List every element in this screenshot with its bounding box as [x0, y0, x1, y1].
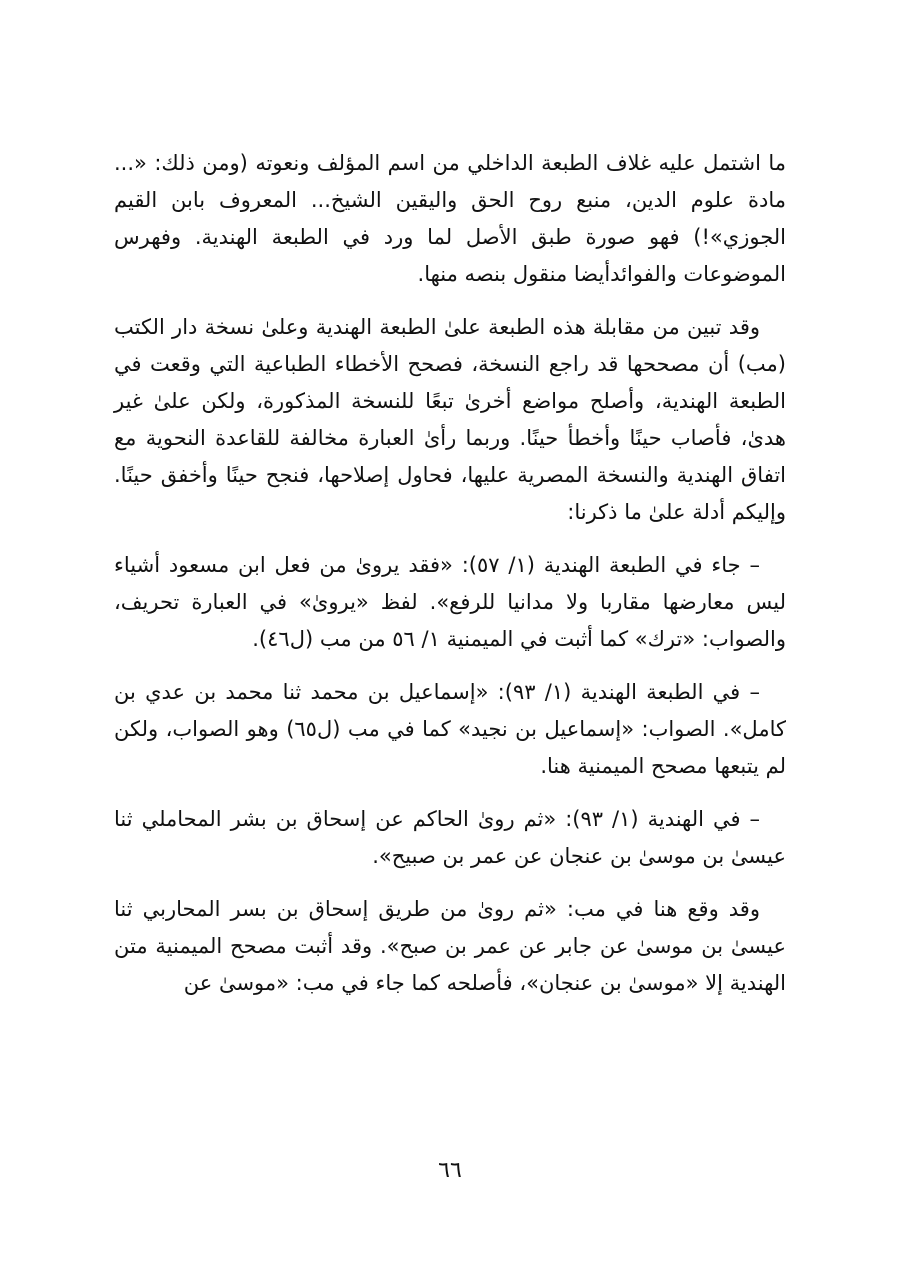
- paragraph-closing: وقد وقع هنا في مب: «ثم روىٰ من طريق إسحاق بن بسر المحاربي ثنا عيسىٰ بن موسىٰ عن جابر عن عمر بن صبح». وقد أثبت مصحح الميمنية متن الهندية إلا «موسىٰ بن عنجان»، فأصلحه كما جاء في مب: «موسىٰ عن: [114, 897, 786, 995]
- page-body: [114, 145, 786, 1018]
- paragraph-comparison: وقد تبين من مقابلة هذه الطبعة علىٰ الطبعة الهندية وعلىٰ نسخة دار الكتب (مب) أن مصححها قد راجع النسخة، فصحح الأخطاء الطباعية التي وقعت في الطبعة الهندية، وأصلح مواضع أخرىٰ تبعًا للنسخة المذكورة، ولكن علىٰ غير هدىٰ، فأصاب حينًا وأخطأ حينًا. وربما رأىٰ العبارة مخالفة للقاعدة النحوية مع اتفاق الهندية والنسخة المصرية عليها، فحاول إصلاحها، فنجح حينًا وأخفق حينًا. وإليكم أدلة علىٰ ما ذكرنا:: [114, 315, 786, 524]
- bullet-item-1: – جاء في الطبعة الهندية (١/ ٥٧): «فقد يروىٰ من فعل ابن مسعود أشياء ليس معارضها مقاربا ولا مدانيا للرفع». لفظ «يروىٰ» في العبارة تحريف، والصواب: «ترك» كما أثبت في الميمنية ١/ ٥٦ من مب (ل٤٦).: [114, 553, 786, 651]
- paragraph-cover-info: ما اشتمل عليه غلاف الطبعة الداخلي من اسم المؤلف ونعوته (ومن ذلك: «... مادة علوم الدين، منبع روح الحق واليقين الشيخ... المعروف بابن القيم الجوزي»!) فهو صورة طبق الأصل لما ورد في الطبعة الهندية. وفهرس الموضوعات والفوائدأيضا منقول بنصه منها.: [114, 151, 786, 286]
- bullet-item-3: – في الهندية (١/ ٩٣): «ثم روىٰ الحاكم عن إسحاق بن بشر المحاملي ثنا عيسىٰ بن موسىٰ بن عنجان عن عمر بن صبيح».: [114, 807, 786, 868]
- bullet-item-2: – في الطبعة الهندية (١/ ٩٣): «إسماعيل بن محمد ثنا محمد بن عدي بن كامل». الصواب: «إسماعيل بن نجيد» كما في مب (ل٦٥) وهو الصواب، ولكن لم يتبعها مصحح الميمنية هنا.: [114, 680, 786, 778]
- page-number: ٦٦: [438, 1158, 462, 1183]
